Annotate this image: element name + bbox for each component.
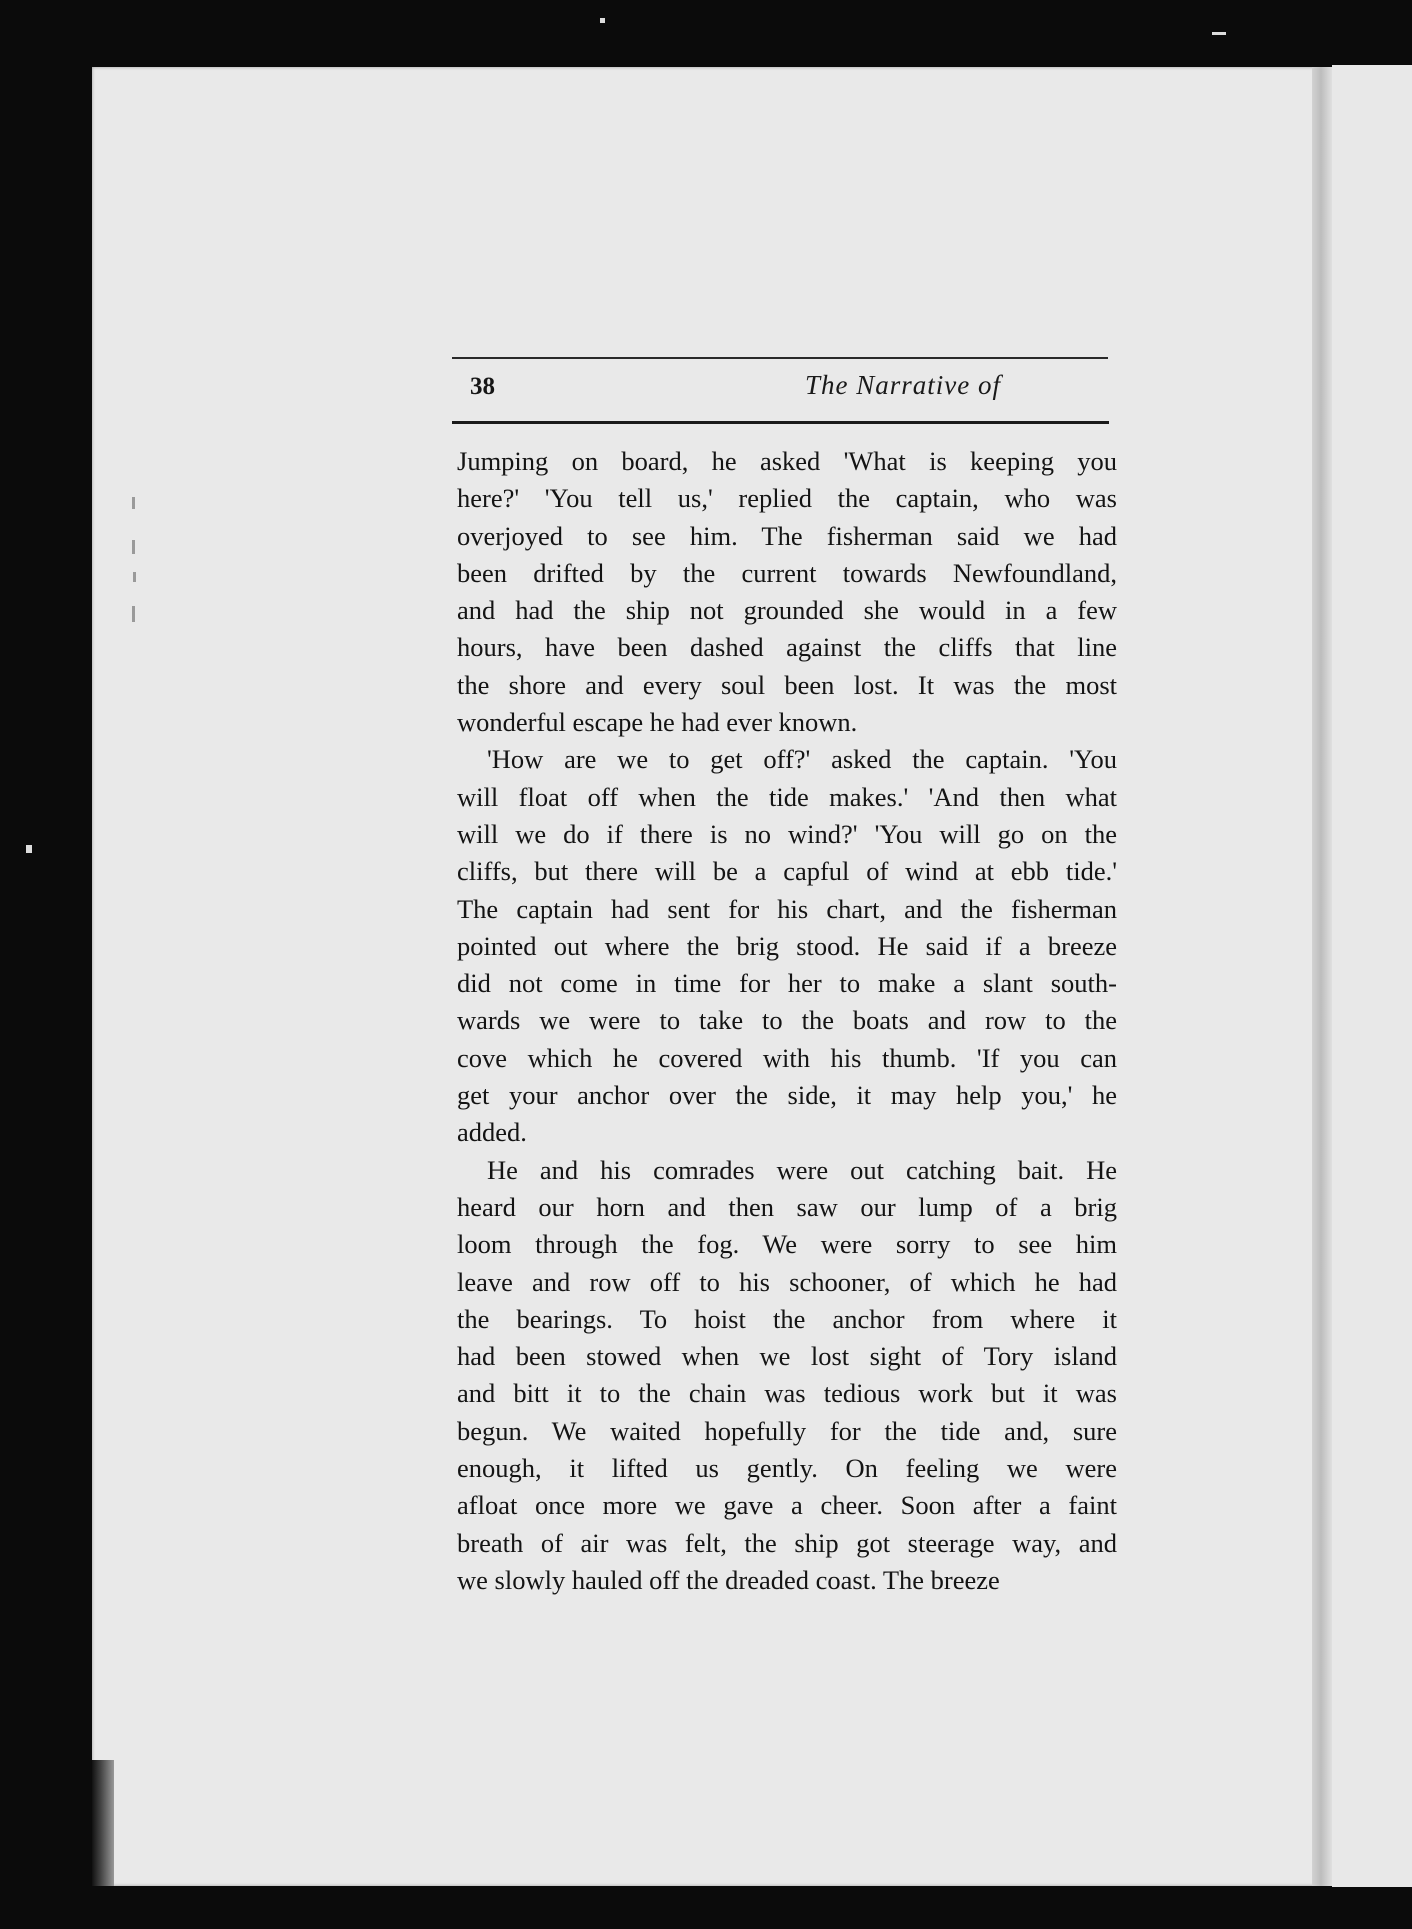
text-line: heard our horn and then saw our lump of a brig xyxy=(457,1191,1117,1222)
paragraph xyxy=(457,741,1117,1151)
text-line: overjoyed to see him. The fisherman said we had xyxy=(457,520,1117,551)
header-rule-top xyxy=(452,357,1108,359)
text-line: loom through the fog. We were sorry to see him xyxy=(457,1229,1117,1260)
text-line: will we do if there is no wind?' 'You will go on the xyxy=(457,818,1117,849)
text-line: added. xyxy=(457,1117,527,1148)
text-line: begun. We waited hopefully for the tide and, sure xyxy=(457,1415,1117,1446)
text-line: The captain had sent for his chart, and the fisherman xyxy=(457,893,1117,924)
text-line: had been stowed when we lost sight of Tory island xyxy=(457,1341,1117,1372)
scan-speck xyxy=(1212,32,1226,35)
paragraph xyxy=(457,443,1117,741)
text-line: hours, have been dashed against the cliffs that line xyxy=(457,632,1117,663)
text-line: here?' 'You tell us,' replied the captain, who was xyxy=(457,483,1117,514)
text-line: the shore and every soul been lost. It was the most xyxy=(457,669,1117,700)
text-line: He and his comrades were out catching bait. He xyxy=(487,1154,1117,1185)
margin-mark xyxy=(132,606,135,622)
margin-mark xyxy=(133,572,136,582)
text-line: cliffs, but there will be a capful of wind at ebb tide.' xyxy=(457,856,1117,887)
text-line: pointed out where the brig stood. He said if a breeze xyxy=(457,930,1117,961)
margin-mark xyxy=(132,497,135,509)
text-line: breath of air was felt, the ship got steerage way, and xyxy=(457,1527,1117,1558)
text-line: leave and row off to his schooner, of which he had xyxy=(457,1266,1117,1297)
text-line: Jumping on board, he asked 'What is keeping you xyxy=(457,446,1117,476)
text-line: wards we were to take to the boats and row to the xyxy=(457,1005,1117,1036)
text-line: and bitt it to the chain was tedious work but it was xyxy=(457,1378,1117,1409)
text-line: been drifted by the current towards Newfoundland, xyxy=(457,557,1117,588)
text-line: 'How are we to get off?' asked the captain. 'You xyxy=(487,744,1117,775)
binding-shadow xyxy=(92,1760,114,1886)
running-title: The Narrative of xyxy=(805,370,1001,400)
header-rule-bottom xyxy=(452,421,1109,424)
text-line: afloat once more we gave a cheer. Soon after a faint xyxy=(457,1490,1117,1521)
paragraph xyxy=(457,1152,1117,1600)
text-line: enough, it lifted us gently. On feeling we were xyxy=(457,1453,1117,1484)
text-line: the bearings. To hoist the anchor from where it xyxy=(457,1303,1117,1334)
text-line: get your anchor over the side, it may help you,' he xyxy=(457,1080,1117,1111)
text-line: wonderful escape he had ever known. xyxy=(457,707,858,738)
page-gutter-shadow xyxy=(1312,67,1332,1886)
text-line: did not come in time for her to make a slant south- xyxy=(457,968,1117,999)
scan-speck xyxy=(26,845,32,853)
text-line: and had the ship not grounded she would in a few xyxy=(457,595,1117,626)
body-text xyxy=(457,443,1117,1599)
margin-mark xyxy=(132,540,135,554)
scan-speck xyxy=(600,18,605,23)
text-line: cove which he covered with his thumb. 'If you can xyxy=(457,1042,1117,1073)
page-number: 38 xyxy=(470,373,495,400)
text-line: we slowly hauled off the dreaded coast. The breeze xyxy=(457,1564,1000,1595)
adjacent-page-edge xyxy=(1332,65,1412,1887)
text-line: will float off when the tide makes.' 'And then what xyxy=(457,781,1117,812)
